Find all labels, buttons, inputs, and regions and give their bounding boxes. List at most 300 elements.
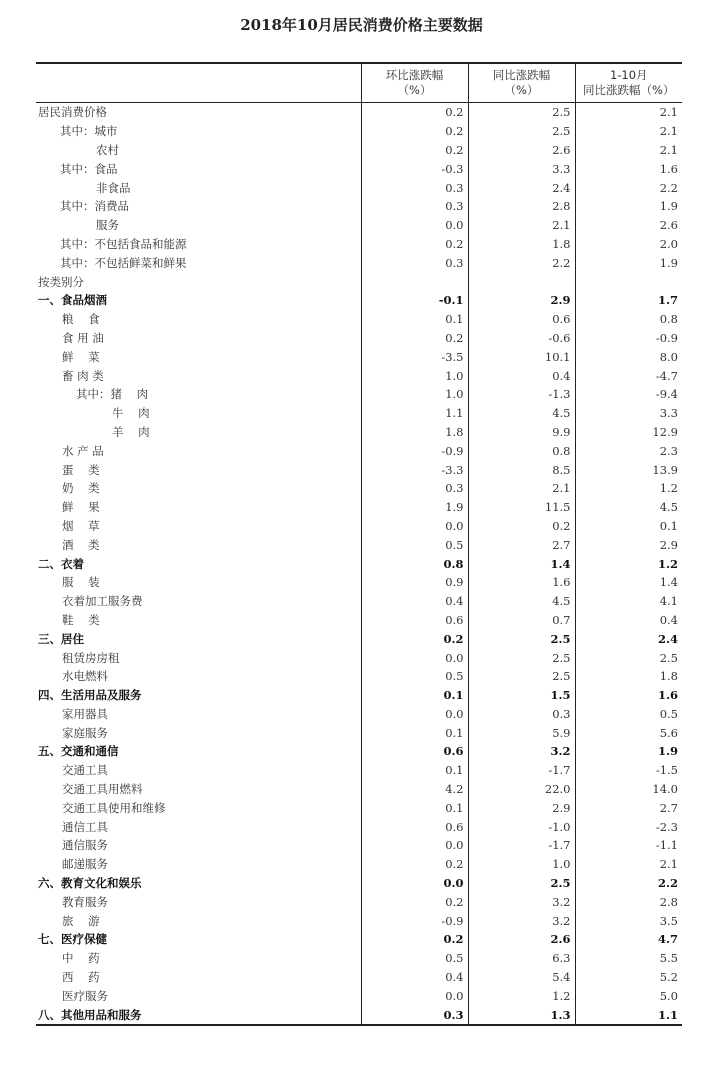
table-row xyxy=(36,817,682,836)
value-yoy: 2.7 xyxy=(468,535,575,554)
row-label-cell xyxy=(36,216,361,235)
table-row xyxy=(36,667,682,686)
value-yoy: 2.1 xyxy=(468,479,575,498)
value-yoy: 0.6 xyxy=(468,310,575,329)
value-yoy: 2.5 xyxy=(468,103,575,122)
row-label-cell xyxy=(36,197,361,216)
row-label-cell xyxy=(36,817,361,836)
value-ytd: 4.7 xyxy=(575,930,682,949)
value-ytd: -9.4 xyxy=(575,385,682,404)
row-label: 其中：不包括鲜菜和鲜果 xyxy=(60,255,187,270)
value-yoy: 3.2 xyxy=(468,892,575,911)
table-body xyxy=(36,103,682,1026)
table-row xyxy=(36,310,682,329)
value-ytd: 2.4 xyxy=(575,629,682,648)
value-mom: 0.0 xyxy=(361,836,468,855)
value-ytd: 12.9 xyxy=(575,423,682,442)
row-label-cell xyxy=(36,1005,361,1025)
value-mom: 0.2 xyxy=(361,892,468,911)
row-label-cell xyxy=(36,159,361,178)
value-ytd: 2.7 xyxy=(575,798,682,817)
value-mom: 0.2 xyxy=(361,855,468,874)
row-label-cell xyxy=(36,874,361,893)
value-mom: 0.3 xyxy=(361,197,468,216)
value-mom: 0.4 xyxy=(361,968,468,987)
value-yoy: 6.3 xyxy=(468,949,575,968)
value-ytd: 5.0 xyxy=(575,986,682,1005)
value-mom: 1.0 xyxy=(361,385,468,404)
table-row xyxy=(36,385,682,404)
value-ytd: 1.9 xyxy=(575,197,682,216)
row-label-cell xyxy=(36,272,361,291)
row-label: 烟 草 xyxy=(62,518,100,533)
value-ytd: 1.2 xyxy=(575,554,682,573)
row-label-cell xyxy=(36,968,361,987)
value-yoy: 4.5 xyxy=(468,404,575,423)
value-yoy: 2.6 xyxy=(468,141,575,160)
value-yoy xyxy=(468,272,575,291)
table-row xyxy=(36,479,682,498)
value-mom: 0.9 xyxy=(361,573,468,592)
table-row xyxy=(36,1005,682,1025)
value-mom: 0.2 xyxy=(361,329,468,348)
row-label: 非食品 xyxy=(96,180,131,195)
table-row xyxy=(36,253,682,272)
value-ytd: 2.2 xyxy=(575,874,682,893)
value-mom: 0.1 xyxy=(361,761,468,780)
row-label: 奶 类 xyxy=(62,481,100,496)
row-label: 其中：食品 xyxy=(60,161,118,176)
table-row xyxy=(36,535,682,554)
row-label: 医疗服务 xyxy=(62,988,108,1003)
row-label: 一、食品烟酒 xyxy=(38,293,107,308)
header-ytd-line1: 1-10月 xyxy=(609,68,648,82)
value-yoy: 3.3 xyxy=(468,159,575,178)
row-label-cell xyxy=(36,855,361,874)
value-mom: 0.2 xyxy=(361,141,468,160)
value-yoy: 1.4 xyxy=(468,554,575,573)
header-yoy-line2: （%） xyxy=(504,83,539,97)
value-yoy: 2.8 xyxy=(468,197,575,216)
table-row xyxy=(36,723,682,742)
value-ytd: 5.2 xyxy=(575,968,682,987)
value-ytd: 2.3 xyxy=(575,441,682,460)
value-mom: 0.3 xyxy=(361,178,468,197)
row-label: 家用器具 xyxy=(62,706,108,721)
table-row xyxy=(36,648,682,667)
value-ytd: 0.1 xyxy=(575,517,682,536)
row-label-cell xyxy=(36,460,361,479)
value-yoy: -1.7 xyxy=(468,761,575,780)
value-ytd: 1.1 xyxy=(575,1005,682,1025)
table-row xyxy=(36,874,682,893)
row-label: 服 装 xyxy=(62,575,100,590)
table-row xyxy=(36,780,682,799)
row-label: 五、交通和通信 xyxy=(38,744,119,759)
value-mom: 1.8 xyxy=(361,423,468,442)
row-label-cell xyxy=(36,310,361,329)
row-label: 粮 食 xyxy=(62,312,100,327)
value-yoy: 10.1 xyxy=(468,347,575,366)
value-ytd: 8.0 xyxy=(575,347,682,366)
row-label: 交通工具 xyxy=(62,763,108,778)
header-yoy xyxy=(468,63,575,103)
value-yoy: 2.5 xyxy=(468,122,575,141)
table-row xyxy=(36,611,682,630)
value-yoy: 2.5 xyxy=(468,629,575,648)
value-ytd: 1.2 xyxy=(575,479,682,498)
row-label: 其中：猪 肉 xyxy=(76,387,149,402)
table-row xyxy=(36,986,682,1005)
value-mom: 0.1 xyxy=(361,310,468,329)
value-mom: 1.9 xyxy=(361,498,468,517)
value-yoy: 2.2 xyxy=(468,253,575,272)
table-row xyxy=(36,216,682,235)
row-label: 水 产 品 xyxy=(62,443,104,458)
value-mom: 0.3 xyxy=(361,1005,468,1025)
value-mom: -0.9 xyxy=(361,911,468,930)
table-row xyxy=(36,122,682,141)
table-row xyxy=(36,235,682,254)
header-mom-line1: 环比涨跌幅 xyxy=(385,68,444,82)
row-label: 七、医疗保健 xyxy=(38,932,107,947)
table-row xyxy=(36,272,682,291)
value-yoy: 0.7 xyxy=(468,611,575,630)
value-yoy: 2.5 xyxy=(468,648,575,667)
value-yoy: 1.2 xyxy=(468,986,575,1005)
value-yoy: 2.5 xyxy=(468,667,575,686)
row-label: 三、居住 xyxy=(38,631,84,646)
table-row xyxy=(36,629,682,648)
value-mom: -3.3 xyxy=(361,460,468,479)
table-row xyxy=(36,592,682,611)
value-ytd: -0.9 xyxy=(575,329,682,348)
table-row xyxy=(36,517,682,536)
value-ytd: 0.5 xyxy=(575,705,682,724)
value-mom: 0.0 xyxy=(361,216,468,235)
value-ytd: 2.0 xyxy=(575,235,682,254)
row-label-cell xyxy=(36,404,361,423)
table-row xyxy=(36,798,682,817)
value-yoy: 1.0 xyxy=(468,855,575,874)
value-yoy: 2.4 xyxy=(468,178,575,197)
table-row xyxy=(36,347,682,366)
value-yoy: 0.8 xyxy=(468,441,575,460)
value-mom: 0.2 xyxy=(361,235,468,254)
table-row xyxy=(36,141,682,160)
value-yoy: 8.5 xyxy=(468,460,575,479)
value-yoy: 2.5 xyxy=(468,874,575,893)
table-row xyxy=(36,291,682,310)
row-label-cell xyxy=(36,836,361,855)
row-label-cell xyxy=(36,742,361,761)
value-mom: 0.6 xyxy=(361,742,468,761)
value-yoy: 5.9 xyxy=(468,723,575,742)
value-ytd: 2.1 xyxy=(575,103,682,122)
row-label-cell xyxy=(36,329,361,348)
value-mom: 0.6 xyxy=(361,611,468,630)
value-mom: 0.1 xyxy=(361,723,468,742)
table-row xyxy=(36,460,682,479)
value-yoy: 22.0 xyxy=(468,780,575,799)
table-row xyxy=(36,742,682,761)
value-ytd: 2.8 xyxy=(575,892,682,911)
value-ytd: 1.9 xyxy=(575,742,682,761)
table-row xyxy=(36,949,682,968)
value-yoy: 0.2 xyxy=(468,517,575,536)
value-yoy: 3.2 xyxy=(468,742,575,761)
value-ytd: 2.1 xyxy=(575,141,682,160)
row-label: 鞋 类 xyxy=(62,612,100,627)
row-label: 租赁房房租 xyxy=(62,650,120,665)
value-mom: 0.0 xyxy=(361,986,468,1005)
table-row xyxy=(36,930,682,949)
row-label-cell xyxy=(36,554,361,573)
row-label: 交通工具使用和维修 xyxy=(62,800,166,815)
value-yoy: 2.1 xyxy=(468,216,575,235)
row-label: 通信工具 xyxy=(62,819,108,834)
value-ytd: -1.1 xyxy=(575,836,682,855)
value-mom: 0.5 xyxy=(361,667,468,686)
value-ytd: 5.5 xyxy=(575,949,682,968)
value-ytd: 2.6 xyxy=(575,216,682,235)
value-ytd: 4.5 xyxy=(575,498,682,517)
header-row xyxy=(36,63,682,103)
row-label-cell xyxy=(36,780,361,799)
row-label: 酒 类 xyxy=(62,537,100,552)
table-row xyxy=(36,554,682,573)
value-mom: 0.0 xyxy=(361,874,468,893)
value-yoy: 1.8 xyxy=(468,235,575,254)
value-yoy: -0.6 xyxy=(468,329,575,348)
value-mom: 0.2 xyxy=(361,103,468,122)
value-mom: 0.6 xyxy=(361,817,468,836)
row-label: 羊 肉 xyxy=(112,424,150,439)
row-label: 鲜 菜 xyxy=(62,349,100,364)
table-row xyxy=(36,197,682,216)
value-ytd: 4.1 xyxy=(575,592,682,611)
cpi-table-container xyxy=(36,62,682,1026)
value-mom: 4.2 xyxy=(361,780,468,799)
row-label-cell xyxy=(36,517,361,536)
header-item-blank xyxy=(36,63,361,103)
row-label: 按类别分 xyxy=(38,274,84,289)
row-label-cell xyxy=(36,686,361,705)
header-yoy-line1: 同比涨跌幅 xyxy=(492,68,551,82)
row-label: 衣着加工服务费 xyxy=(62,594,143,609)
value-ytd: 1.9 xyxy=(575,253,682,272)
table-row xyxy=(36,761,682,780)
value-yoy: -1.3 xyxy=(468,385,575,404)
row-label: 交通工具用燃料 xyxy=(62,782,143,797)
cpi-table xyxy=(36,62,682,1026)
table-header xyxy=(36,63,682,103)
table-row xyxy=(36,855,682,874)
value-mom: 0.2 xyxy=(361,930,468,949)
value-ytd: -2.3 xyxy=(575,817,682,836)
row-label: 蛋 类 xyxy=(62,462,100,477)
row-label-cell xyxy=(36,291,361,310)
value-mom: 0.0 xyxy=(361,648,468,667)
table-row xyxy=(36,705,682,724)
value-yoy: 1.5 xyxy=(468,686,575,705)
header-mom xyxy=(361,63,468,103)
table-row xyxy=(36,178,682,197)
row-label: 其中：不包括食品和能源 xyxy=(60,236,187,251)
row-label: 六、教育文化和娱乐 xyxy=(38,876,142,891)
header-ytd xyxy=(575,63,682,103)
value-ytd: 2.1 xyxy=(575,855,682,874)
value-yoy: 5.4 xyxy=(468,968,575,987)
value-mom: -0.3 xyxy=(361,159,468,178)
value-ytd: 0.8 xyxy=(575,310,682,329)
table-row xyxy=(36,441,682,460)
value-yoy: 2.9 xyxy=(468,291,575,310)
row-label-cell xyxy=(36,235,361,254)
row-label: 农村 xyxy=(96,142,119,157)
row-label-cell xyxy=(36,723,361,742)
row-label-cell xyxy=(36,178,361,197)
value-yoy: 2.6 xyxy=(468,930,575,949)
value-ytd xyxy=(575,272,682,291)
value-mom: -0.1 xyxy=(361,291,468,310)
table-row xyxy=(36,366,682,385)
row-label: 邮递服务 xyxy=(62,857,108,872)
value-ytd: 5.6 xyxy=(575,723,682,742)
row-label-cell xyxy=(36,986,361,1005)
value-mom: 0.1 xyxy=(361,798,468,817)
table-row xyxy=(36,498,682,517)
value-ytd: 1.4 xyxy=(575,573,682,592)
value-yoy: 4.5 xyxy=(468,592,575,611)
row-label-cell xyxy=(36,705,361,724)
row-label-cell xyxy=(36,423,361,442)
row-label-cell xyxy=(36,366,361,385)
row-label: 水电燃料 xyxy=(62,669,108,684)
row-label-cell xyxy=(36,949,361,968)
row-label-cell xyxy=(36,892,361,911)
table-row xyxy=(36,573,682,592)
row-label-cell xyxy=(36,629,361,648)
row-label: 鲜 果 xyxy=(62,500,100,515)
value-yoy: -1.0 xyxy=(468,817,575,836)
table-row xyxy=(36,329,682,348)
value-mom: 0.4 xyxy=(361,592,468,611)
row-label-cell xyxy=(36,930,361,949)
row-label: 中 药 xyxy=(62,951,100,966)
row-label-cell xyxy=(36,761,361,780)
value-mom: -0.9 xyxy=(361,441,468,460)
row-label: 家庭服务 xyxy=(62,725,108,740)
value-yoy: 0.3 xyxy=(468,705,575,724)
row-label-cell xyxy=(36,648,361,667)
value-mom: 0.1 xyxy=(361,686,468,705)
table-row xyxy=(36,404,682,423)
row-label: 服务 xyxy=(96,218,119,233)
value-yoy: -1.7 xyxy=(468,836,575,855)
header-mom-line2: （%） xyxy=(397,83,432,97)
row-label-cell xyxy=(36,479,361,498)
value-mom xyxy=(361,272,468,291)
value-ytd: -4.7 xyxy=(575,366,682,385)
row-label-cell xyxy=(36,592,361,611)
row-label-cell xyxy=(36,611,361,630)
value-mom: 0.2 xyxy=(361,122,468,141)
value-yoy: 11.5 xyxy=(468,498,575,517)
value-mom: 0.5 xyxy=(361,949,468,968)
row-label-cell xyxy=(36,253,361,272)
row-label-cell xyxy=(36,347,361,366)
value-yoy: 0.4 xyxy=(468,366,575,385)
value-mom: 0.8 xyxy=(361,554,468,573)
value-yoy: 3.2 xyxy=(468,911,575,930)
row-label: 食 用 油 xyxy=(62,330,104,345)
table-row xyxy=(36,159,682,178)
row-label: 四、生活用品及服务 xyxy=(38,688,142,703)
value-yoy: 1.6 xyxy=(468,573,575,592)
table-row xyxy=(36,911,682,930)
value-ytd: 1.7 xyxy=(575,291,682,310)
value-ytd: 14.0 xyxy=(575,780,682,799)
row-label-cell xyxy=(36,441,361,460)
row-label-cell xyxy=(36,385,361,404)
value-ytd: 2.1 xyxy=(575,122,682,141)
value-mom: 0.0 xyxy=(361,705,468,724)
value-mom: 0.3 xyxy=(361,479,468,498)
table-row xyxy=(36,892,682,911)
value-ytd: 1.6 xyxy=(575,686,682,705)
table-row xyxy=(36,686,682,705)
table-row xyxy=(36,968,682,987)
table-row xyxy=(36,836,682,855)
row-label: 其中：消费品 xyxy=(60,199,129,214)
value-ytd: 2.9 xyxy=(575,535,682,554)
row-label-cell xyxy=(36,911,361,930)
table-row xyxy=(36,103,682,122)
value-mom: -3.5 xyxy=(361,347,468,366)
row-label-cell xyxy=(36,798,361,817)
row-label: 畜 肉 类 xyxy=(62,368,104,383)
value-ytd: 2.2 xyxy=(575,178,682,197)
row-label: 牛 肉 xyxy=(112,406,150,421)
row-label: 教育服务 xyxy=(62,894,108,909)
header-ytd-line2: 同比涨跌幅（%） xyxy=(583,83,675,97)
row-label-cell xyxy=(36,535,361,554)
value-mom: 1.1 xyxy=(361,404,468,423)
value-mom: 0.2 xyxy=(361,629,468,648)
value-mom: 1.0 xyxy=(361,366,468,385)
value-mom: 0.3 xyxy=(361,253,468,272)
value-mom: 0.5 xyxy=(361,535,468,554)
value-ytd: 13.9 xyxy=(575,460,682,479)
value-ytd: 1.6 xyxy=(575,159,682,178)
row-label-cell xyxy=(36,103,361,122)
row-label: 八、其他用品和服务 xyxy=(38,1007,142,1022)
page-title: 2018年10月居民消费价格主要数据 xyxy=(240,16,483,34)
row-label: 其中：城市 xyxy=(60,124,118,139)
row-label: 二、衣着 xyxy=(38,556,84,571)
table-row xyxy=(36,423,682,442)
row-label-cell xyxy=(36,498,361,517)
row-label: 通信服务 xyxy=(62,838,108,853)
row-label: 旅 游 xyxy=(62,913,100,928)
value-ytd: -1.5 xyxy=(575,761,682,780)
row-label-cell xyxy=(36,667,361,686)
row-label: 居民消费价格 xyxy=(38,105,107,120)
value-yoy: 2.9 xyxy=(468,798,575,817)
row-label-cell xyxy=(36,573,361,592)
row-label-cell xyxy=(36,141,361,160)
